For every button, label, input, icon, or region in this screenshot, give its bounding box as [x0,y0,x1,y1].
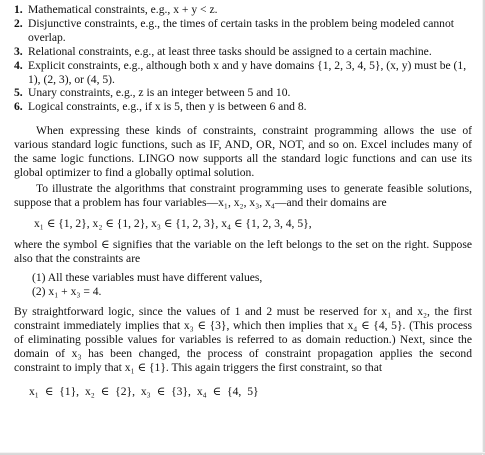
item-text: Logical constraints, e.g., if x is 5, then y is between 6 and 8. [28,100,307,114]
domains-equation: x₁ ∈ {1, 2}, x₂ ∈ {1, 2}, x₃ ∈ {1, 2, 3}, x₄ ∈ {1, 2, 3, 4, 5}, [34,216,312,230]
item-text: Mathematical constraints, e.g., x + y < z. [28,3,218,16]
example-constraint-1: (1) All these variables must have different values, [32,271,263,285]
list-item [14,59,472,87]
list-item [14,100,472,114]
list-item [14,86,472,100]
item-number: 3. [14,44,23,58]
item-number: 5. [14,86,23,100]
list-item [14,3,472,17]
paragraph-domain-reduction: By straightforward logic, since the values of 1 and 2 must be reserved for x₁ and x₂, the first constraint immediately implies that x₃ ∈ {3}, which then implies that x₄ ∈ {4, 5}. (This process of eliminating possible values for variables is referred to as domain reduction.) Next, since the domain of x₃ has been changed, the process of constraint propagation applies the second constraint to imply that x₁ ∈ {1}. This again triggers the first constraint, so that [14,305,472,374]
item-number: 4. [14,58,23,72]
paragraph-logic-functions: When expressing these kinds of constraints, constraint programming allows the use of various standard logic functions, such as IF, AND, OR, NOT, and so on. Excel includes many of the same logic functions. LINGO now supports all the standard logic functions and can use its global optimizer to find a globally optimal solution. [14,124,472,179]
constraint-types-list [14,3,472,114]
paragraph-symbol-meaning: where the symbol ∈ signifies that the variable on the left belongs to the set on the right. Suppose also that the constraints are [14,237,472,265]
list-item [14,45,472,59]
item-number: 6. [14,100,23,114]
page-edge-shadow [482,0,484,455]
item-text: Relational constraints, e.g., at least three tasks should be assigned to a certain machine. [28,44,432,58]
example-constraints-list [14,271,472,299]
item-text: Disjunctive constraints, e.g., the times of certain tasks in the problem being modeled cannot overlap. [28,16,454,44]
example-constraint-2: (2) x₁ + x₃ = 4. [32,285,102,299]
item-number: 1. [14,3,23,16]
final-domains-equation: x₁ ∈ {1}, x₂ ∈ {2}, x₃ ∈ {3}, x₄ ∈ {4, 5} [29,384,259,398]
item-text: Explicit constraints, e.g., although both x and y have domains {1, 2, 3, 4, 5}, (x, y) must be (1, 1), (2, 3), or (4, 5). [28,58,467,86]
list-item [14,17,472,45]
item-text: Unary constraints, e.g., z is an integer between 5 and 10. [28,86,291,100]
item-number: 2. [14,16,23,30]
page-bottom-shadow [0,452,485,454]
paragraph-illustration: To illustrate the algorithms that constraint programming uses to generate feasible solutions, suppose that a problem has four variables—x₁, x₂, x₃, x₄—and their domains are [14,181,472,209]
